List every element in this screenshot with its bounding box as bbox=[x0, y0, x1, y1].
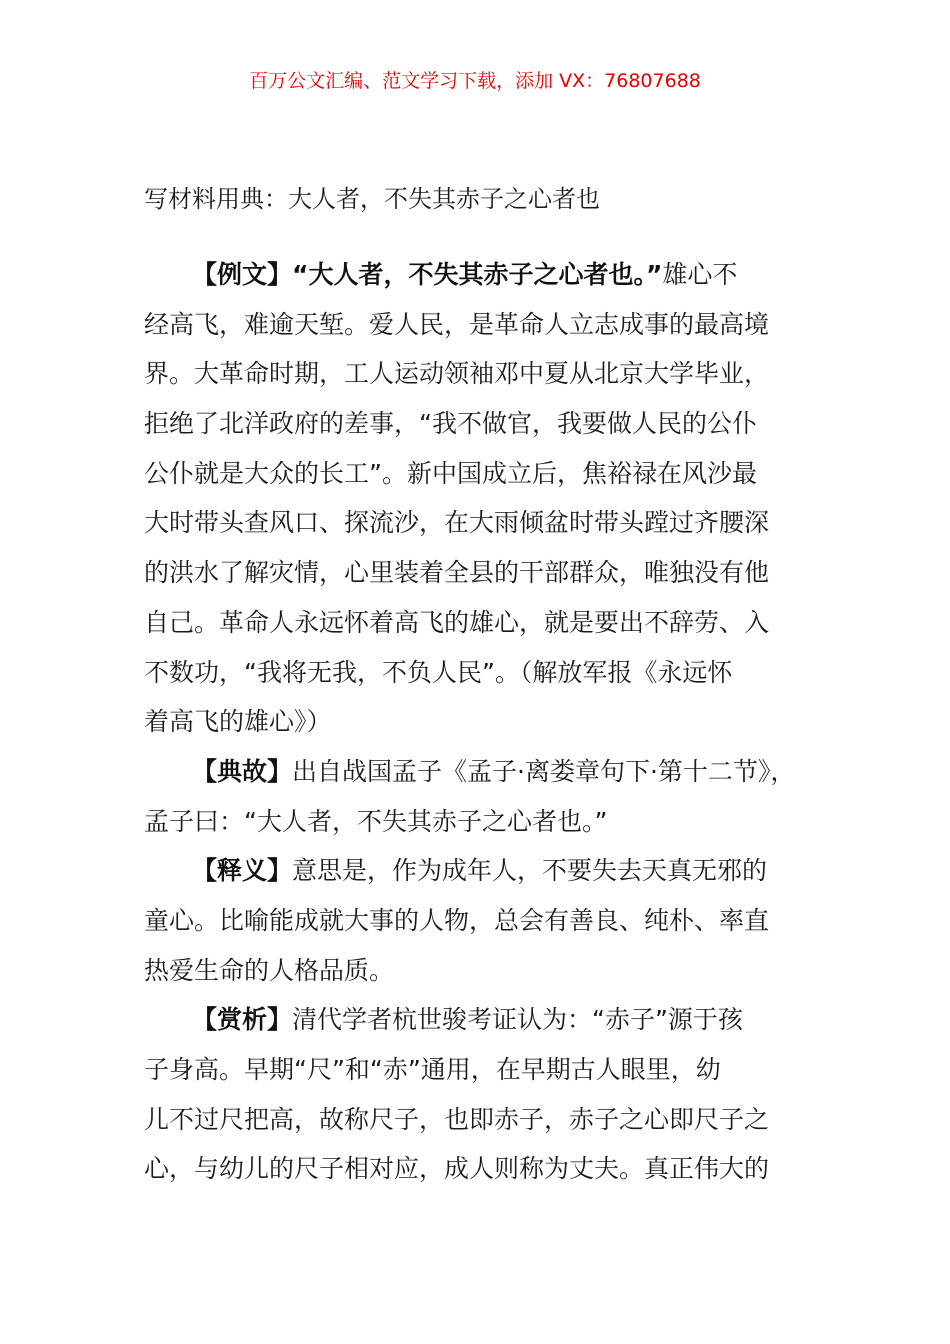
meaning-text: 意思是，作为成年人，不要失去天真无邪的 bbox=[292, 856, 768, 886]
example-label: 【例文】 bbox=[192, 260, 293, 289]
allusion-first-line bbox=[144, 747, 810, 797]
appreciation-first-line bbox=[144, 995, 810, 1045]
watermark-header: 百万公文汇编、范文学习下载，添加 VX：76807688 bbox=[249, 70, 701, 92]
appreciation-line: 儿不过尺把高，故称尺子，也即赤子，赤子之心即尺子之 bbox=[144, 1104, 770, 1134]
example-line: 自己。革命人永远怀着高飞的雄心，就是要出不辞劳、入 bbox=[144, 607, 770, 637]
appreciation-label: 【赏析】 bbox=[192, 1005, 293, 1035]
appreciation-line: 子身高。早期“尺”和“赤”通用，在早期古人眼里，幼 bbox=[144, 1055, 721, 1084]
allusion-text: 出自战国孟子《孟子·离娄章句下·第十二节》， bbox=[292, 756, 796, 786]
document-body bbox=[144, 250, 810, 1194]
document-title: 写材料用典：大人者，不失其赤子之心者也 bbox=[144, 185, 600, 213]
example-line: 公仆就是大众的长工”。新中国成立后，焦裕禄在风沙最 bbox=[144, 458, 757, 488]
allusion-label: 【典故】 bbox=[192, 756, 293, 786]
meaning-line: 热爱生命的人格品质。 bbox=[144, 955, 395, 985]
meaning-label: 【释义】 bbox=[192, 856, 293, 886]
example-first-line bbox=[144, 250, 810, 300]
allusion-line: 孟子曰：“大人者，不失其赤子之心者也。” bbox=[144, 806, 608, 836]
example-text: 雄心不 bbox=[662, 260, 738, 289]
example-quote: “大人者，不失其赤子之心者也。” bbox=[292, 260, 663, 289]
example-line: 大时带头查风口、探流沙，在大雨倾盆时带头蹚过齐腰深 bbox=[144, 508, 770, 538]
appreciation-text: 清代学者杭世骏考证认为：“赤子”源于孩 bbox=[292, 1005, 743, 1035]
example-line: 经高飞，难逾天堑。爱人民，是革命人立志成事的最高境 bbox=[144, 309, 770, 339]
appreciation-line: 心，与幼儿的尺子相对应，成人则称为丈夫。真正伟大的 bbox=[144, 1154, 770, 1184]
example-line: 拒绝了北洋政府的差事，“我不做官，我要做人民的公仆 bbox=[144, 409, 757, 439]
meaning-line: 童心。比喻能成就大事的人物，总会有善良、纯朴、率直 bbox=[144, 905, 770, 935]
example-line: 不数功，“我将无我，不负人民”。（解放军报《永远怀 bbox=[144, 657, 733, 687]
example-line: 的洪水了解灾情，心里装着全县的干部群众，唯独没有他 bbox=[144, 558, 770, 588]
example-line: 界。大革命时期，工人运动领袖邓中夏从北京大学毕业， bbox=[144, 359, 770, 389]
meaning-first-line bbox=[144, 846, 810, 896]
example-line: 着高飞的雄心》） bbox=[144, 707, 332, 737]
